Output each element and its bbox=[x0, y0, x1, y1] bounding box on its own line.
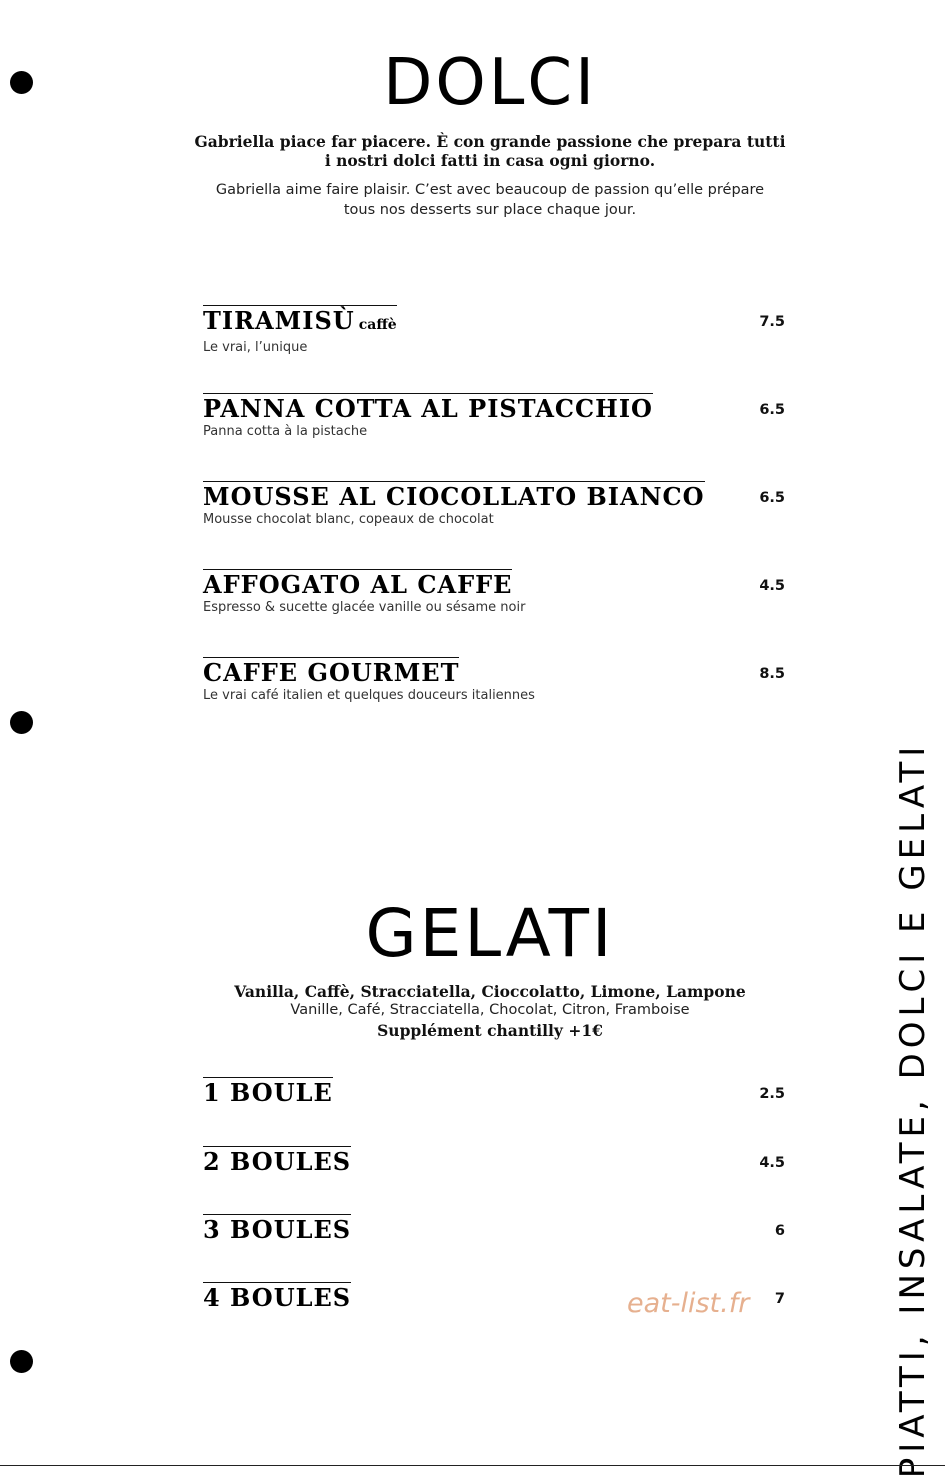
item-name: 4 BOULES bbox=[203, 1283, 352, 1312]
dolci-intro-italian-line-1: Gabriella piace far piacere. È con grande passione che prepara tutti bbox=[194, 132, 786, 151]
dolci-intro-french bbox=[0, 180, 945, 220]
item-name: 2 BOULES bbox=[203, 1147, 352, 1176]
item-rule bbox=[203, 1146, 351, 1177]
side-title: PIATTI, INSALATE, DOLCI E GELATI bbox=[893, 741, 933, 1478]
item-rule bbox=[203, 1282, 351, 1313]
item-name: PANNA COTTA AL PISTACCHIO bbox=[203, 394, 653, 423]
item-subtitle: caffè bbox=[358, 317, 397, 333]
dolci-title: DOLCI bbox=[383, 46, 597, 120]
item-rule bbox=[203, 657, 459, 688]
item-price: 2.5 bbox=[759, 1086, 785, 1102]
item-price: 6.5 bbox=[759, 490, 785, 506]
item-price: 7.5 bbox=[759, 314, 785, 330]
gelati-flavors-italian: Vanilla, Caffè, Stracciatella, Cioccolatto, Limone, Lampone bbox=[234, 982, 746, 1001]
menu-item-tiramisu bbox=[203, 305, 785, 356]
item-name bbox=[203, 306, 397, 340]
item-name-text: TIRAMISÙ bbox=[203, 306, 355, 335]
item-description: Le vrai, l’unique bbox=[203, 340, 308, 355]
menu-item-panna-cotta bbox=[203, 393, 785, 440]
item-price: 8.5 bbox=[759, 666, 785, 682]
item-rule bbox=[203, 1077, 333, 1108]
menu-item-caffe-gourmet bbox=[203, 657, 785, 704]
item-price: 6.5 bbox=[759, 402, 785, 418]
item-name: AFFOGATO AL CAFFE bbox=[203, 570, 513, 599]
item-rule bbox=[203, 305, 397, 340]
item-description: Mousse chocolat blanc, copeaux de chocolat bbox=[203, 512, 494, 527]
item-rule bbox=[203, 393, 653, 424]
item-name: 3 BOULES bbox=[203, 1215, 352, 1244]
menu-item-3-boules bbox=[203, 1214, 785, 1245]
gelati-flavors-french: Vanille, Café, Stracciatella, Chocolat, Citron, Framboise bbox=[290, 1002, 690, 1018]
item-price: 6 bbox=[774, 1223, 785, 1239]
item-rule bbox=[203, 481, 705, 512]
dolci-intro-italian bbox=[0, 132, 945, 170]
item-name: MOUSSE AL CIOCOLLATO BIANCO bbox=[203, 482, 705, 511]
dolci-intro-french-line-1: Gabriella aime faire plaisir. C’est avec beaucoup de passion qu’elle prépare bbox=[215, 182, 765, 198]
item-rule bbox=[203, 569, 512, 600]
item-description: Espresso & sucette glacée vanille ou sésame noir bbox=[203, 600, 526, 615]
item-description: Panna cotta à la pistache bbox=[203, 424, 368, 439]
item-name: CAFFE GOURMET bbox=[203, 658, 460, 687]
item-price: 4.5 bbox=[759, 578, 785, 594]
watermark: eat-list.fr bbox=[627, 1288, 750, 1319]
menu-item-2-boules bbox=[203, 1146, 785, 1177]
gelati-supplement: Supplément chantilly +1€ bbox=[377, 1021, 603, 1040]
binder-hole-bottom bbox=[10, 1350, 33, 1373]
bottom-divider bbox=[0, 1465, 945, 1466]
menu-item-1-boule bbox=[203, 1077, 785, 1108]
item-price: 4.5 bbox=[759, 1155, 785, 1171]
binder-hole-middle bbox=[10, 711, 33, 734]
item-rule bbox=[203, 1214, 351, 1245]
gelati-title: GELATI bbox=[365, 895, 615, 972]
menu-item-mousse bbox=[203, 481, 785, 528]
item-price: 7 bbox=[774, 1291, 785, 1307]
dolci-intro-italian-line-2: i nostri dolci fatti in casa ogni giorno. bbox=[324, 151, 656, 170]
menu-item-affogato bbox=[203, 569, 785, 616]
item-description: Le vrai café italien et quelques douceurs italiennes bbox=[203, 688, 535, 703]
item-name: 1 BOULE bbox=[203, 1078, 333, 1107]
dolci-intro-french-line-2: tous nos desserts sur place chaque jour. bbox=[343, 202, 637, 218]
